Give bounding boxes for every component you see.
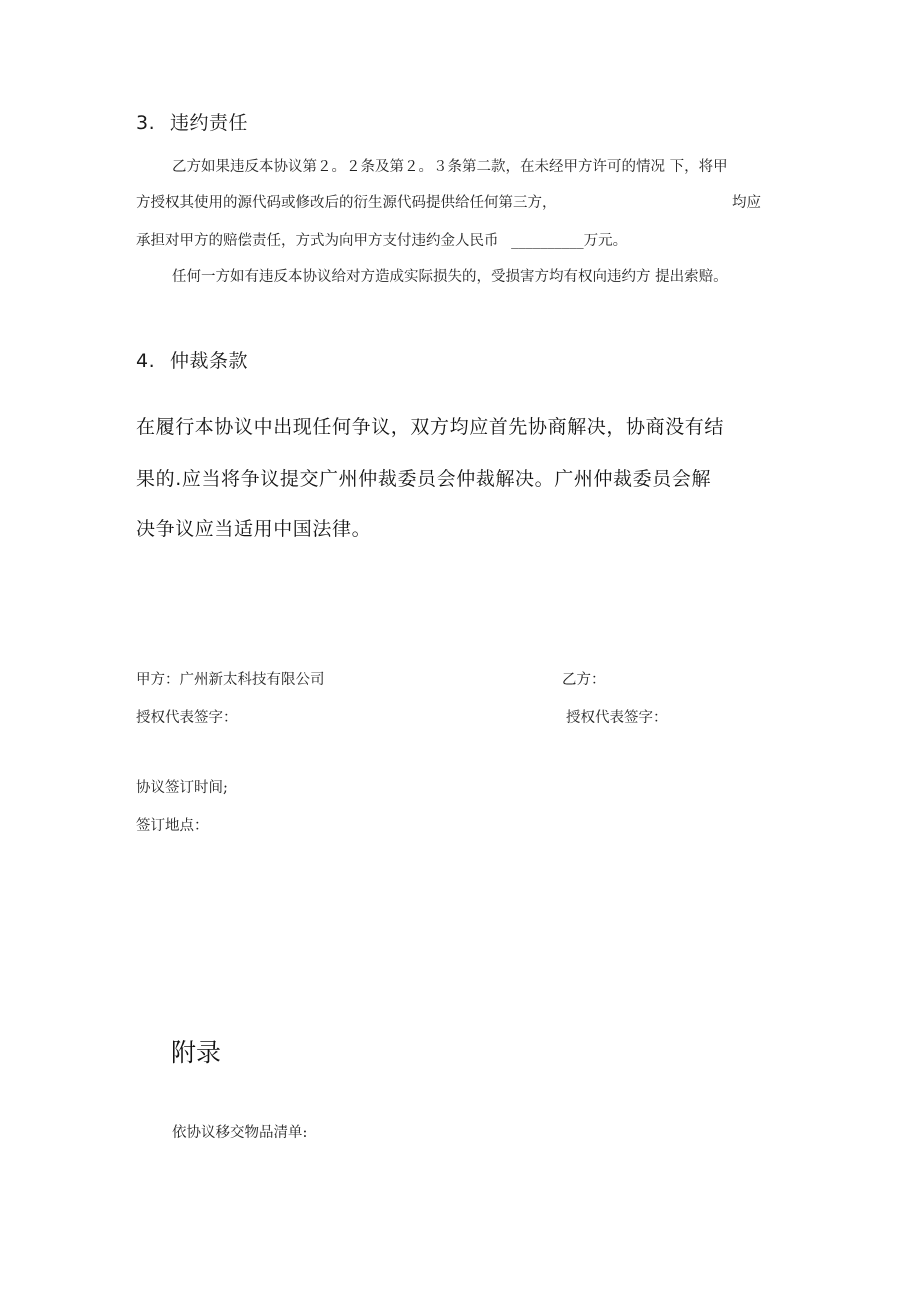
party-b-name: 乙方： <box>562 672 606 688</box>
arbitration-line1: 在履行本协议中出现任何争议，双方均应首先协商解决，协商没有结 <box>136 416 725 438</box>
section-3-para2: 任何一方如有违反本协议给对方造成实际损失的，受损害方均有权向违约方 提出索赔。 <box>172 269 728 285</box>
penalty-unit: 万元。 <box>583 233 628 249</box>
appendix-title: 附录 <box>171 1038 222 1067</box>
party-b-rep-signature: 授权代表签字： <box>566 710 668 726</box>
section-4-heading <box>136 346 248 373</box>
signing-place: 签订地点： <box>136 818 209 834</box>
section-3-para1-line3 <box>136 229 627 250</box>
penalty-text: 承担对甲方的赔偿责任，方式为向甲方支付违约金人民币 <box>136 233 499 249</box>
section-3-para1-line2-a: 方授权其使用的源代码或修改后的衍生源代码提供给任何第三方， <box>136 195 557 211</box>
arbitration-line3: 决争议应当适用中国法律。 <box>136 518 372 540</box>
section-3-para1-line2-b: 均应 <box>732 195 761 211</box>
section-3-heading <box>136 108 248 135</box>
section-3-title: 违约责任 <box>170 112 249 134</box>
party-a-name: 甲方：广州新太科技有限公司 <box>136 672 325 688</box>
section-3-number: 3. <box>136 112 156 134</box>
section-4-title: 仲裁条款 <box>170 350 249 372</box>
section-4-number: 4. <box>136 350 156 372</box>
penalty-amount-blank: __________ <box>511 233 584 249</box>
party-a-rep-signature: 授权代表签字： <box>136 710 238 726</box>
arbitration-line2: 果的.应当将争议提交广州仲裁委员会仲裁解决。广州仲裁委员会解 <box>136 468 712 490</box>
appendix-list-label: 依协议移交物品清单: <box>172 1125 308 1141</box>
section-3-para1-line1: 乙方如果违反本协议第２。２条及第２。３条第二款，在未经甲方许可的情况 下，将甲 <box>172 159 728 175</box>
signing-date: 协议签订时间; <box>136 780 228 796</box>
